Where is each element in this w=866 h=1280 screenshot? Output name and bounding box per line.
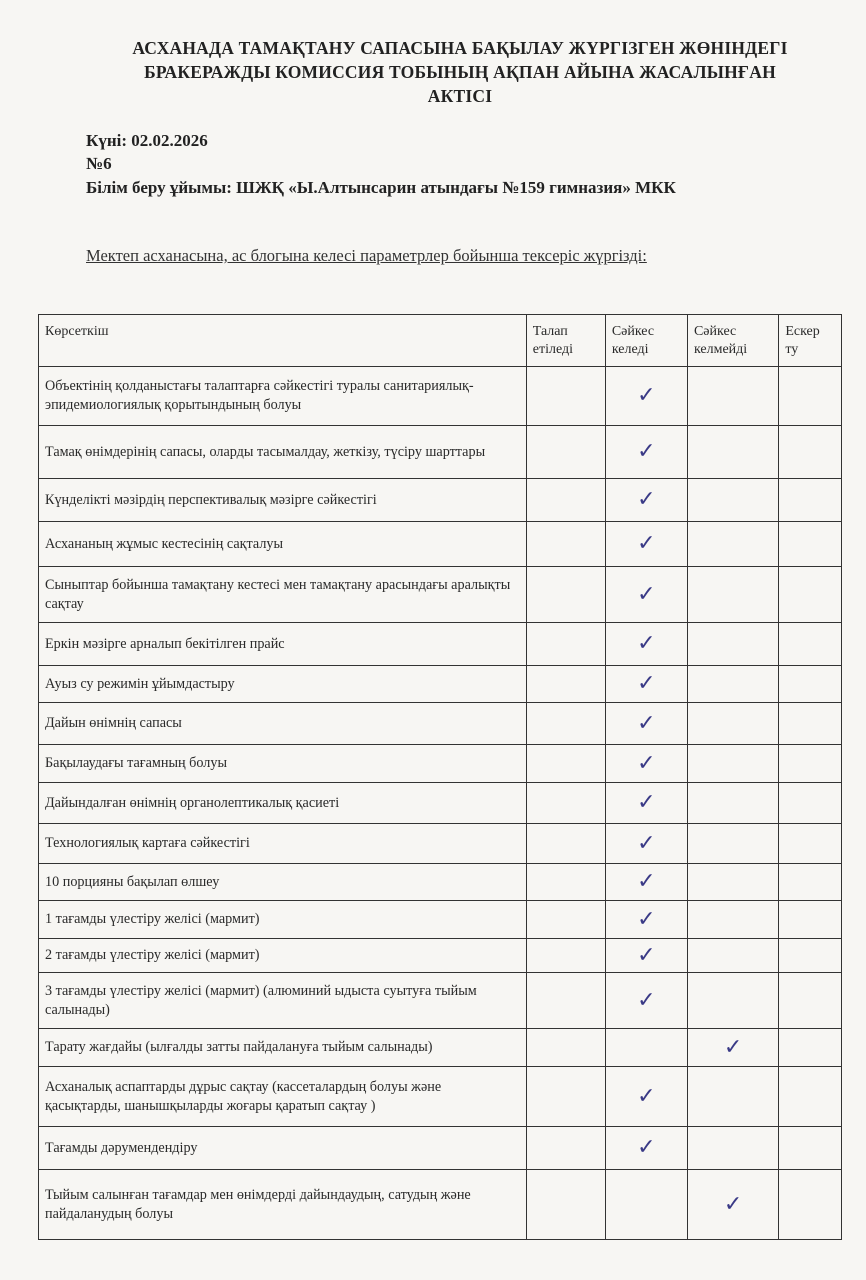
note-cell: [779, 426, 842, 479]
required-cell: [526, 973, 605, 1029]
required-cell: [526, 522, 605, 567]
required-cell: [526, 864, 605, 901]
check-mark-icon: ✓: [637, 1083, 656, 1109]
complies-cell: [605, 1029, 687, 1067]
check-mark-icon: ✓: [637, 790, 656, 815]
not-complies-cell: [687, 426, 778, 479]
not-complies-cell: [687, 1067, 778, 1127]
note-cell: [779, 824, 842, 864]
table-row: [39, 367, 842, 426]
table-row: [39, 666, 842, 703]
required-cell: [526, 567, 605, 623]
header-not-complies: Сәйкес келмейді: [687, 315, 778, 367]
indicator-cell: Сыныптар бойынша тамақтану кестесі мен тамақтану арасындағы аралықты сақтау: [39, 567, 527, 623]
table-row: [39, 567, 842, 623]
note-cell: [779, 522, 842, 567]
not-complies-cell: [687, 901, 778, 939]
complies-cell: [605, 824, 687, 864]
complies-cell: [605, 745, 687, 783]
not-complies-cell: [687, 864, 778, 901]
complies-cell: [605, 901, 687, 939]
note-cell: [779, 703, 842, 745]
not-complies-cell: [687, 1029, 778, 1067]
not-complies-cell: [687, 623, 778, 666]
indicator-cell: Асхананың жұмыс кестесінің сақталуы: [39, 522, 527, 567]
complies-cell: [605, 426, 687, 479]
check-mark-icon: ✓: [637, 439, 656, 464]
table-row: [39, 783, 842, 824]
note-cell: [779, 939, 842, 973]
check-mark-icon: ✓: [637, 942, 656, 968]
note-cell: [779, 745, 842, 783]
title-line-2: БРАКЕРАЖДЫ КОМИССИЯ ТОБЫНЫҢ АҚПАН АЙЫНА ЖАСАЛЫНҒАН: [144, 62, 776, 82]
title-line-1: АСХАНАДА ТАМАҚТАНУ САПАСЫНА БАҚЫЛАУ ЖҮРГІЗГЕН ЖӨНІНДЕГІ: [132, 38, 788, 58]
indicator-cell: 3 тағамды үлестіру желісі (мармит) (алюминий ыдыста суытуға тыйым салынады): [39, 973, 527, 1029]
header-complies: Сәйкес келеді: [605, 315, 687, 367]
complies-cell: [605, 1067, 687, 1127]
indicator-cell: Асханалық аспаптарды дұрыс сақтау (кассеталардың болуы және қасықтарды, шанышқыларды жоғары қаратып сақтау ): [39, 1067, 527, 1127]
not-complies-cell: [687, 703, 778, 745]
complies-cell: [605, 666, 687, 703]
note-cell: [779, 783, 842, 824]
required-cell: [526, 901, 605, 939]
not-complies-cell: [687, 824, 778, 864]
organization-name: Білім беру ұйымы: ШЖҚ «Ы.Алтынсарин атындағы №159 гимназия» МКК: [86, 178, 676, 197]
complies-cell: [605, 783, 687, 824]
required-cell: [526, 1127, 605, 1170]
title-line-3: АКТІСІ: [427, 86, 493, 106]
required-cell: [526, 426, 605, 479]
required-cell: [526, 1170, 605, 1240]
indicator-cell: 2 тағамды үлестіру желісі (мармит): [39, 939, 527, 973]
complies-cell: [605, 703, 687, 745]
indicator-cell: Объектінің қолданыстағы талаптарға сәйкестігі туралы санитариялық-эпидемиологиялық қорытындының болуы: [39, 367, 527, 426]
not-complies-cell: [687, 783, 778, 824]
note-cell: [779, 1170, 842, 1240]
not-complies-cell: [687, 939, 778, 973]
act-number: №6: [86, 154, 112, 173]
check-mark-icon: ✓: [637, 1135, 656, 1160]
check-mark-icon: ✓: [637, 581, 656, 607]
table-row: [39, 1029, 842, 1067]
header-required: Талап етіледі: [526, 315, 605, 367]
table-row: [39, 623, 842, 666]
indicator-cell: Еркін мәзірге арналып бекітілген прайс: [39, 623, 527, 666]
act-date: Күні: 02.02.2026: [86, 131, 208, 150]
header-indicator: Көрсеткіш: [39, 315, 527, 367]
indicator-cell: Тамақ өнімдерінің сапасы, оларды тасымалдау, жеткізу, түсіру шарттары: [39, 426, 527, 479]
required-cell: [526, 1067, 605, 1127]
complies-cell: [605, 973, 687, 1029]
note-cell: [779, 479, 842, 522]
indicator-cell: Дайындалған өнімнің органолептикалық қасиеті: [39, 783, 527, 824]
complies-cell: [605, 367, 687, 426]
required-cell: [526, 939, 605, 973]
inspection-intro: Мектеп асханасына, ас блогына келесі параметрлер бойынша тексеріс жүргізді:: [86, 246, 647, 265]
indicator-cell: 10 порцияны бақылап өлшеу: [39, 864, 527, 901]
check-mark-icon: ✓: [637, 487, 656, 512]
indicator-cell: Тыйым салынған тағамдар мен өнімдерді дайындаудың, сатудың және пайдаланудың болуы: [39, 1170, 527, 1240]
not-complies-cell: [687, 567, 778, 623]
indicator-cell: Бақылаудағы тағамның болуы: [39, 745, 527, 783]
table-row: [39, 901, 842, 939]
not-complies-cell: [687, 522, 778, 567]
inspection-table: [38, 314, 842, 1240]
note-cell: [779, 623, 842, 666]
complies-cell: [605, 522, 687, 567]
table-row: [39, 426, 842, 479]
check-mark-icon: ✓: [637, 631, 656, 656]
complies-cell: [605, 1127, 687, 1170]
required-cell: [526, 824, 605, 864]
required-cell: [526, 666, 605, 703]
complies-cell: [605, 1170, 687, 1240]
note-cell: [779, 666, 842, 703]
not-complies-cell: [687, 666, 778, 703]
indicator-cell: 1 тағамды үлестіру желісі (мармит): [39, 901, 527, 939]
note-cell: [779, 567, 842, 623]
required-cell: [526, 367, 605, 426]
check-mark-icon: ✓: [723, 1034, 743, 1060]
note-cell: [779, 901, 842, 939]
indicator-cell: Ауыз су режимін ұйымдастыру: [39, 666, 527, 703]
table-row: [39, 939, 842, 973]
indicator-cell: Технологиялық картаға сәйкестігі: [39, 824, 527, 864]
complies-cell: [605, 939, 687, 973]
check-mark-icon: ✓: [637, 869, 656, 894]
required-cell: [526, 783, 605, 824]
table-row: [39, 479, 842, 522]
indicator-cell: Тағамды дәрумендендіру: [39, 1127, 527, 1170]
note-cell: [779, 1067, 842, 1127]
check-mark-icon: ✓: [637, 830, 656, 856]
complies-cell: [605, 623, 687, 666]
required-cell: [526, 703, 605, 745]
note-cell: [779, 1127, 842, 1170]
note-cell: [779, 864, 842, 901]
check-mark-icon: ✓: [723, 1191, 743, 1217]
table-row: [39, 864, 842, 901]
check-mark-icon: ✓: [637, 531, 656, 556]
check-mark-icon: ✓: [637, 710, 656, 736]
table-row: [39, 824, 842, 864]
table-row: [39, 1170, 842, 1240]
not-complies-cell: [687, 1127, 778, 1170]
document-title: [70, 36, 850, 108]
table-row: [39, 745, 842, 783]
not-complies-cell: [687, 479, 778, 522]
table-row: [39, 1067, 842, 1127]
table-row: [39, 703, 842, 745]
check-mark-icon: ✓: [637, 750, 656, 776]
not-complies-cell: [687, 973, 778, 1029]
note-cell: [779, 1029, 842, 1067]
not-complies-cell: [687, 367, 778, 426]
required-cell: [526, 1029, 605, 1067]
check-mark-icon: ✓: [637, 906, 656, 932]
table-row: [39, 1127, 842, 1170]
check-mark-icon: ✓: [637, 383, 656, 408]
header-note: Ескер ту: [779, 315, 842, 367]
indicator-cell: Тарату жағдайы (ылғалды затты пайдалануға тыйым салынады): [39, 1029, 527, 1067]
table-row: [39, 522, 842, 567]
table-row: [39, 973, 842, 1029]
not-complies-cell: [687, 745, 778, 783]
complies-cell: [605, 864, 687, 901]
required-cell: [526, 623, 605, 666]
indicator-cell: Күнделікті мәзірдің перспективалық мәзірге сәйкестігі: [39, 479, 527, 522]
complies-cell: [605, 567, 687, 623]
indicator-cell: Дайын өнімнің сапасы: [39, 703, 527, 745]
note-cell: [779, 367, 842, 426]
not-complies-cell: [687, 1170, 778, 1240]
check-mark-icon: ✓: [637, 987, 656, 1013]
note-cell: [779, 973, 842, 1029]
check-mark-icon: ✓: [637, 671, 656, 696]
complies-cell: [605, 479, 687, 522]
required-cell: [526, 479, 605, 522]
required-cell: [526, 745, 605, 783]
